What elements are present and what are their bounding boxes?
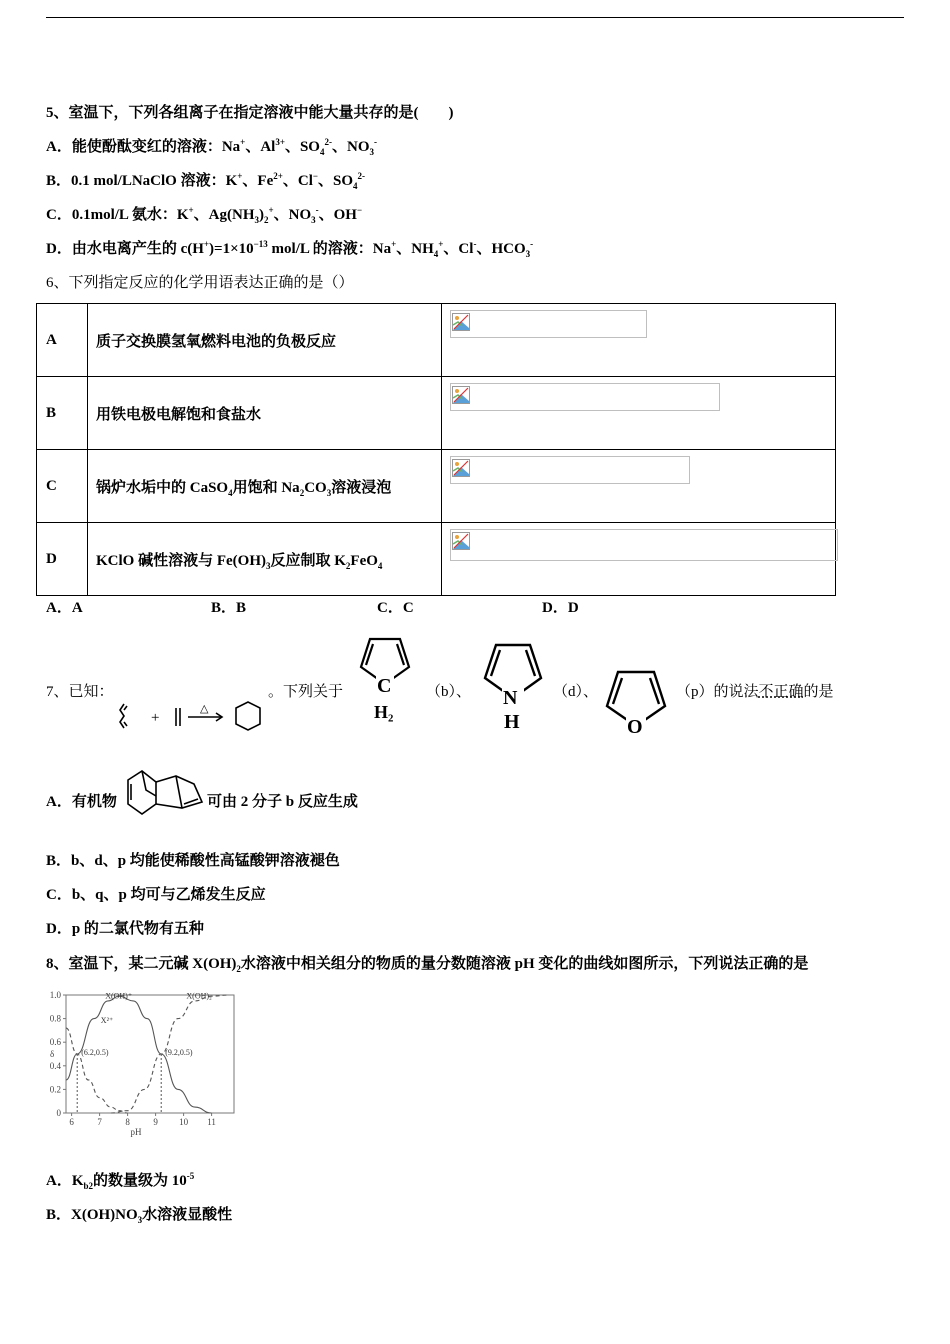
equation-image-cell <box>442 450 836 523</box>
equation-image-cell <box>442 304 836 377</box>
q7-option-a-prefix: A．有机物 <box>46 794 117 810</box>
q7-stem-middle: 。下列关于 <box>268 684 344 700</box>
y-tick-label: 1.0 <box>49 990 61 1000</box>
table-row <box>37 304 836 377</box>
q7-label-d: （d）、 <box>553 684 599 700</box>
q5-stem: 5、室温下，下列各组离子在指定溶液中能大量共存的是( ) <box>46 105 454 121</box>
q5-option-c: C．0.1mol/L 氨水：K+、$Ag(NH_3)_2^+$、$NO_3^-$、OH− <box>46 205 363 225</box>
broken-image-icon <box>452 459 470 477</box>
series-label: X²⁺ <box>100 1016 114 1026</box>
atom-c-label: C <box>377 675 392 697</box>
broken-image-icon <box>452 386 470 404</box>
q6-table <box>36 303 836 596</box>
atom-n-label: N <box>503 687 518 709</box>
broken-image <box>450 383 720 411</box>
dicyclopentadiene-structure <box>124 768 208 818</box>
broken-image-icon <box>452 313 470 331</box>
broken-image <box>450 456 690 484</box>
plus-sign: + <box>151 710 160 726</box>
emphasis-text: 不正确 <box>758 684 804 700</box>
row-text: 质子交换膜氢氧燃料电池的负极反应 <box>88 304 442 377</box>
x-tick-label: 6 <box>69 1117 74 1127</box>
q7-option-b: B．b、d、p 均能使稀酸性高锰酸钾溶液褪色 <box>46 853 340 869</box>
row-text: 用铁电极电解饱和食盐水 <box>88 377 442 450</box>
q8-option-b: B．$X(OH)NO_3$水溶液显酸性 <box>46 1207 233 1225</box>
q5-option-a: A．能使酚酞变红的溶液：Na+、$Al^{3+}$、$SO_4^{2-}$、$NO_3^-$ <box>46 137 377 157</box>
row-label: D <box>37 523 88 596</box>
row-label: B <box>37 377 88 450</box>
q5-option-b: B．0.1 mol/LNaClO 溶液：K+、$Fe^{2+}$、Cl−、$SO_4^{2-}$ <box>46 171 366 191</box>
q6-option-a: A．A <box>46 600 83 616</box>
q7-stem-prefix: 7、已知： <box>46 684 114 700</box>
q6-option-c: C．C <box>377 600 414 616</box>
table-row <box>37 523 836 596</box>
q8-option-a: A．$K_{b2}$的数量级为 $10^{-5}$ <box>46 1171 195 1191</box>
broken-image <box>450 310 647 338</box>
point-annotation: (9.2,0.5) <box>165 1048 193 1057</box>
furan-structure <box>603 666 669 738</box>
y-tick-label: 0.2 <box>49 1084 61 1095</box>
x-tick-label: 8 <box>125 1117 130 1127</box>
q6-option-b: B．B <box>211 600 247 616</box>
equation-image-cell <box>442 523 836 596</box>
diels-alder-reaction-scheme <box>118 698 268 738</box>
atom-h-label: H <box>504 711 520 733</box>
row-text: 锅炉水垢中的 CaSO$_4$用饱和 $Na_2CO_3$溶液浸泡 <box>88 450 442 523</box>
broken-image <box>450 529 838 561</box>
q6-stem: 6、下列指定反应的化学用语表达正确的是（） <box>46 275 354 291</box>
y-tick-label: 0.8 <box>49 1013 61 1024</box>
broken-image-icon <box>452 532 470 550</box>
row-label: C <box>37 450 88 523</box>
q7-stem-tail: （p）的说法不正确的是 <box>676 684 834 700</box>
y-tick-label: 0 <box>56 1108 61 1118</box>
table-row <box>37 450 836 523</box>
x-tick-label: 11 <box>207 1117 216 1127</box>
species-fraction-chart <box>44 985 244 1140</box>
cyclopentadiene-structure <box>354 636 416 734</box>
point-annotation: (6.2,0.5) <box>81 1048 109 1057</box>
heat-symbol: △ <box>200 703 209 715</box>
q7-option-d: D．p 的二氯代物有五种 <box>46 921 204 937</box>
q7-option-a-suffix: 可由 2 分子 b 反应生成 <box>207 794 358 810</box>
atom-h2-label: H₂ <box>374 702 394 722</box>
x-tick-label: 7 <box>97 1117 102 1127</box>
table-row <box>37 377 836 450</box>
row-text: KClO 碱性溶液与 $Fe(OH)_3$反应制取 $K_2FeO_4$ <box>88 523 442 596</box>
q7-label-b: （b）、 <box>426 684 472 700</box>
x-axis-label: pH <box>130 1127 142 1137</box>
q7-option-c: C．b、q、p 均可与乙烯发生反应 <box>46 887 266 903</box>
atom-o-label: O <box>627 716 643 738</box>
y-tick-label: 0.4 <box>49 1060 61 1071</box>
series-label: X(OH)₂ <box>186 991 212 1001</box>
q8-stem: 8、室温下，某二元碱 $X(OH)_2$水溶液中相关组分的物质的量分数随溶液 pH 变化的曲线如图所示，下列说法正确的是 <box>46 956 809 974</box>
x-tick-label: 10 <box>179 1117 189 1127</box>
q5-option-d: D．由水电离产生的 $c(H^+)=1\times 10^{-13}$ mol/L 的溶液：Na+、$NH_4^+$、Cl-、$HCO_3^-$ <box>46 239 534 259</box>
header-rule <box>46 17 904 18</box>
series-label: X(OH)⁺ <box>105 991 133 1001</box>
equation-image-cell <box>442 377 836 450</box>
series-line <box>66 1028 128 1113</box>
y-tick-label: 0.6 <box>49 1037 61 1048</box>
pyrrole-structure <box>480 640 546 734</box>
q6-option-d: D．D <box>542 600 579 616</box>
y-axis-label: δ <box>50 1049 55 1059</box>
x-tick-label: 9 <box>153 1117 158 1127</box>
row-label: A <box>37 304 88 377</box>
